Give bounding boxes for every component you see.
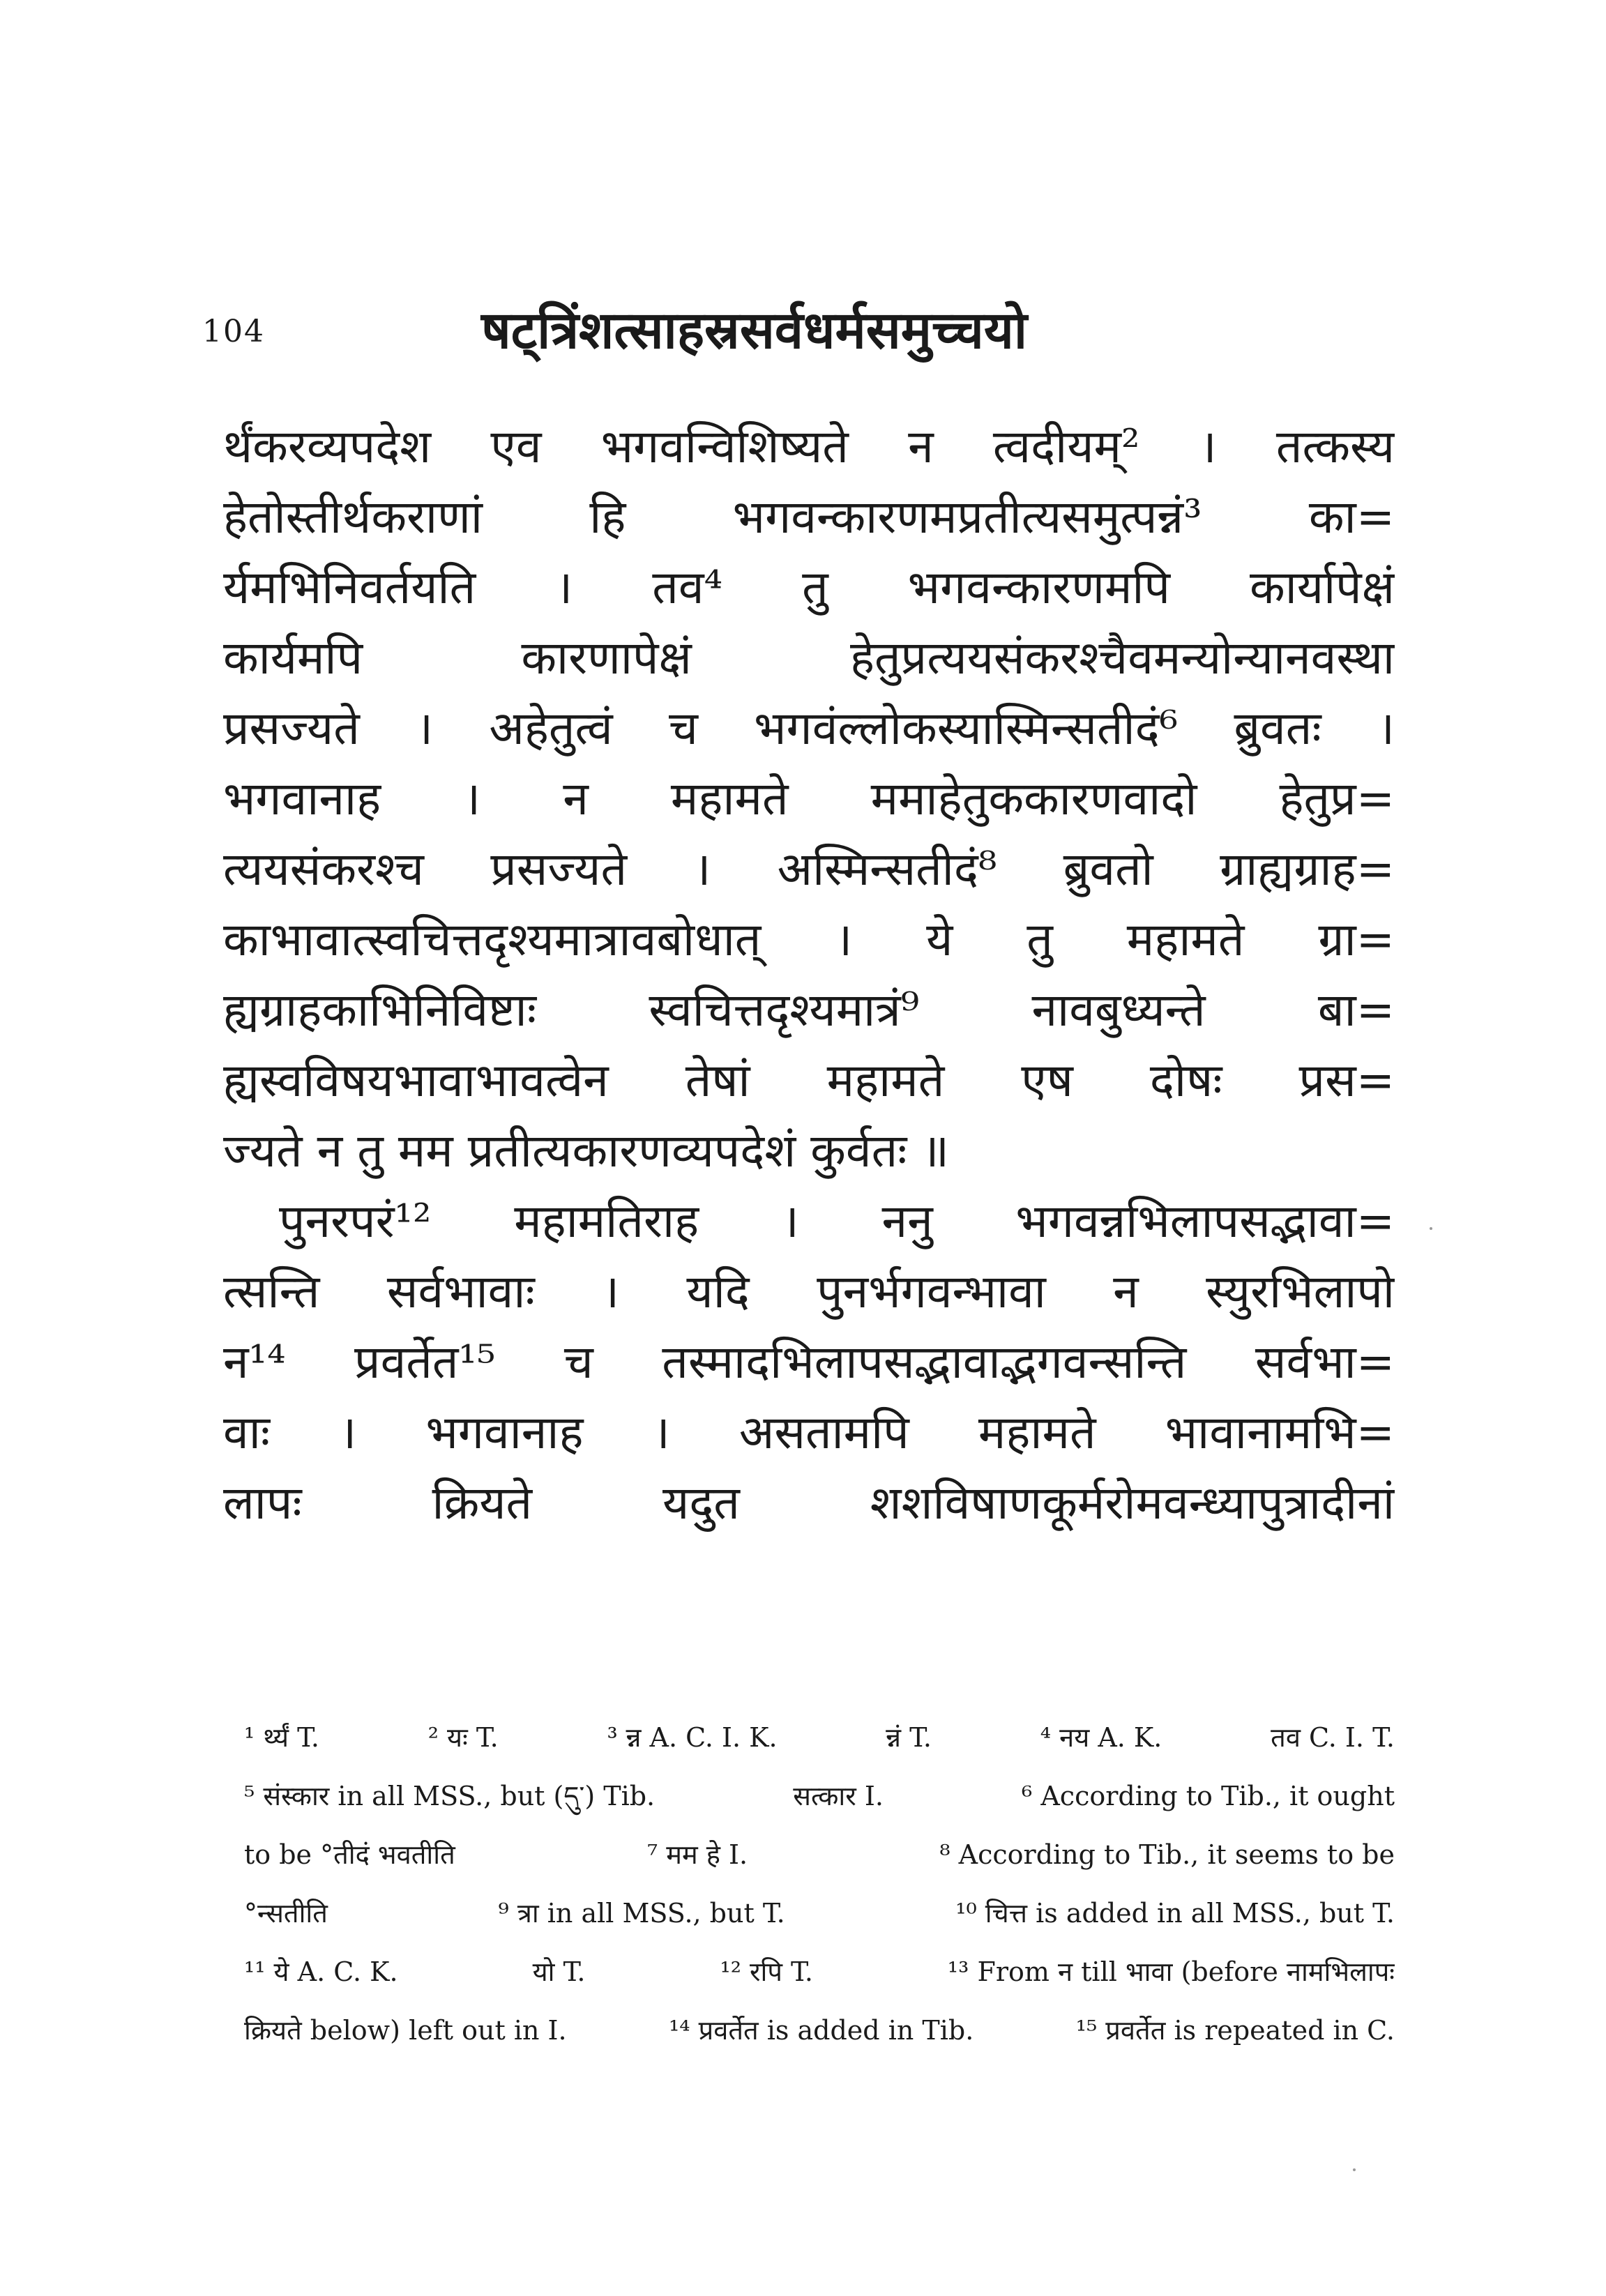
text-line: कार्यमपि कारणापेक्षं हेतुप्रत्ययसंकरश्चैवमन्योन्यानवस्था (223, 631, 1395, 685)
footnote: ⁸ According to Tib., it seems to be (939, 1839, 1395, 1870)
footnote: ³ न्न A. C. I. K. (607, 1722, 778, 1753)
footnote: न्नं T. (886, 1722, 932, 1753)
footnote-line (244, 2001, 1395, 2060)
text-line: र्थंकरव्यपदेश एव भगवन्विशिष्यते न त्वदीयम्² । तत्कस्य (223, 420, 1395, 473)
footnote-line (244, 1767, 1395, 1825)
footnote: ¹⁰ चित्त is added in all MSS., but T. (955, 1898, 1395, 1929)
text-line: ह्यस्वविषयभावाभावत्वेन तेषां महामते एष दोषः प्रस= (223, 1054, 1395, 1107)
footnote: ¹¹ ये A. C. K. (244, 1956, 398, 1987)
text-line: पुनरपरं¹² महामतिराह । ननु भगवन्नभिलापसद्भावा= (279, 1194, 1395, 1248)
text-line: न¹⁴ प्रवर्तेत¹⁵ च तस्मादभिलापसद्भावाद्भगवन्सन्ति सर्वभा= (223, 1335, 1395, 1389)
page-header (202, 293, 1388, 370)
footnote: ⁵ संस्कार in all MSS., but (དུ་) Tib. (244, 1781, 656, 1811)
text-line: लापः क्रियते यदुत शशविषाणकूर्मरोमवन्ध्यापुत्रादीनां (223, 1476, 1395, 1530)
footnote-line (244, 1884, 1395, 1943)
footnote: तव C. I. T. (1271, 1722, 1395, 1753)
footnote: ⁷ मम हे I. (646, 1839, 748, 1870)
footnote: क्रियते below) left out in I. (244, 2015, 567, 2046)
body-text (223, 411, 1395, 1538)
text-line: प्रसज्यते । अहेतुत्वं च भगवंल्लोकस्यास्मिन्सतीदं⁶ ब्रुवतः । (223, 701, 1395, 755)
text-line: हेतोस्तीर्थकराणां हि भगवन्कारणमप्रतीत्यसमुत्पन्नं³ का= (223, 490, 1395, 544)
footnote: ¹⁵ प्रवर्तेत is repeated in C. (1075, 2015, 1395, 2046)
running-title: षट्त्रिंशत्साहस्रसर्वधर्मसमुच्चयो (481, 301, 1027, 360)
footnote: यो T. (532, 1956, 586, 1987)
footnote: ⁹ त्रा in all MSS., but T. (498, 1898, 785, 1929)
print-speck (1353, 2168, 1356, 2171)
footnote: ¹⁴ प्रवर्तेत is added in Tib. (669, 2015, 974, 2046)
footnote: ¹³ From न till भावा (before नामभिलापः (947, 1956, 1395, 1987)
text-line: त्सन्ति सर्वभावाः । यदि पुनर्भगवन्भावा न स्युरभिलापो (223, 1265, 1395, 1318)
page-number: 104 (202, 314, 265, 349)
text-line: भगवानाह । न महामते ममाहेतुककारणवादो हेतुप्र= (223, 772, 1395, 826)
text-line: ज्यते न तु मम प्रतीत्यकारणव्यपदेशं कुर्वतः ॥ (223, 1124, 950, 1178)
footnote: ¹ र्थ्यं T. (244, 1722, 319, 1753)
footnotes (244, 1708, 1395, 2060)
footnote: ⁴ नय A. K. (1040, 1722, 1162, 1753)
footnote-line (244, 1943, 1395, 2001)
footnote: ² यः T. (427, 1722, 499, 1753)
footnote: ¹² रपि T. (720, 1956, 813, 1987)
text-line: ह्यग्राहकाभिनिविष्टाः स्वचित्तदृश्यमात्रं⁹ नावबुध्यन्ते बा= (223, 983, 1395, 1037)
footnote-line (244, 1708, 1395, 1767)
print-speck (1430, 1227, 1432, 1230)
footnote: सत्कार I. (793, 1781, 884, 1811)
footnote-line (244, 1825, 1395, 1884)
footnote: to be °तीदं भवतीति (244, 1839, 455, 1870)
footnote: ⁶ According to Tib., it ought (1022, 1781, 1395, 1811)
footnote: °न्सतीति (244, 1898, 328, 1929)
text-line: त्ययसंकरश्च प्रसज्यते । अस्मिन्सतीदं⁸ ब्रुवतो ग्राह्यग्राह= (223, 842, 1395, 896)
text-line: र्यमभिनिवर्तयति । तव⁴ तु भगवन्कारणमपि कार्यापेक्षं (223, 561, 1395, 614)
text-line: वाः । भगवानाह । असतामपि महामते भावानामभि= (223, 1406, 1395, 1459)
text-line: काभावात्स्वचित्तदृश्यमात्रावबोधात् । ये तु महामते ग्रा= (223, 913, 1395, 966)
